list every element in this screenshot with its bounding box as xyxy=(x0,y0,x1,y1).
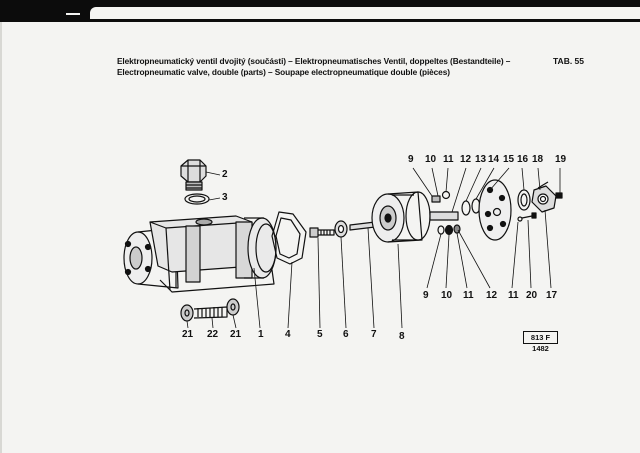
callout-top-13: 13 xyxy=(475,154,487,165)
callout-br-11b: 11 xyxy=(508,290,519,301)
part-5-screw xyxy=(310,228,334,237)
part-4-gasket xyxy=(272,212,306,264)
callout-bl-1: 1 xyxy=(258,329,264,340)
callout-br-17: 17 xyxy=(546,290,558,301)
callout-bl-6: 6 xyxy=(343,329,349,340)
callout-bl-22: 22 xyxy=(207,329,219,340)
callout-bl-8: 8 xyxy=(399,331,405,342)
callout-br-20: 20 xyxy=(526,290,538,301)
part-8-coil xyxy=(372,192,430,242)
title-line-2: Electropneumatic valve, double (parts) – Soupape electropneumatique double (pièces) xyxy=(117,67,450,77)
callout-bl-21: 21 xyxy=(182,329,194,340)
callout-top-12: 12 xyxy=(460,154,472,165)
part-17-nut xyxy=(532,186,556,212)
table-number: TAB. 55 xyxy=(553,56,585,66)
callout-br-12: 12 xyxy=(486,290,498,301)
callout-br-11: 11 xyxy=(463,290,474,301)
part-16-seal xyxy=(518,190,530,210)
part-19-bolt xyxy=(556,193,562,198)
callout-top-19: 19 xyxy=(555,154,567,165)
callout-bl-5: 5 xyxy=(317,329,323,340)
parts-21-22-spring xyxy=(181,299,239,321)
part-15-cover-plate xyxy=(479,180,511,240)
part-20-screw xyxy=(518,213,536,221)
callout-top-15: 15 xyxy=(503,154,515,165)
callout-bl-7: 7 xyxy=(371,329,377,340)
part-7-pin xyxy=(350,222,375,230)
callout-top-10: 10 xyxy=(425,154,437,165)
title-line-1: Elektropneumatický ventil dvojitý (součásti) – Elektropneumatisches Ventil, doppeltes (Bestandteile) – xyxy=(117,56,511,66)
callout-top-9: 9 xyxy=(408,154,414,165)
callout-top-11: 11 xyxy=(443,154,454,165)
callout-br-9: 9 xyxy=(423,290,429,301)
callout-top-18: 18 xyxy=(532,154,544,165)
callout-top-14: 14 xyxy=(488,154,500,165)
drawing-code: 813 F 1482 xyxy=(523,331,558,344)
part-1-valve-body xyxy=(124,216,276,292)
parts-9-14-small xyxy=(430,192,480,235)
part-2-hex-plug xyxy=(181,160,206,190)
callout-bl-21b: 21 xyxy=(230,329,242,340)
callout-bl-4: 4 xyxy=(285,329,291,340)
callout-3: 3 xyxy=(222,192,228,203)
callout-top-16: 16 xyxy=(517,154,529,165)
callout-2: 2 xyxy=(222,169,228,180)
callout-br-10: 10 xyxy=(441,290,453,301)
